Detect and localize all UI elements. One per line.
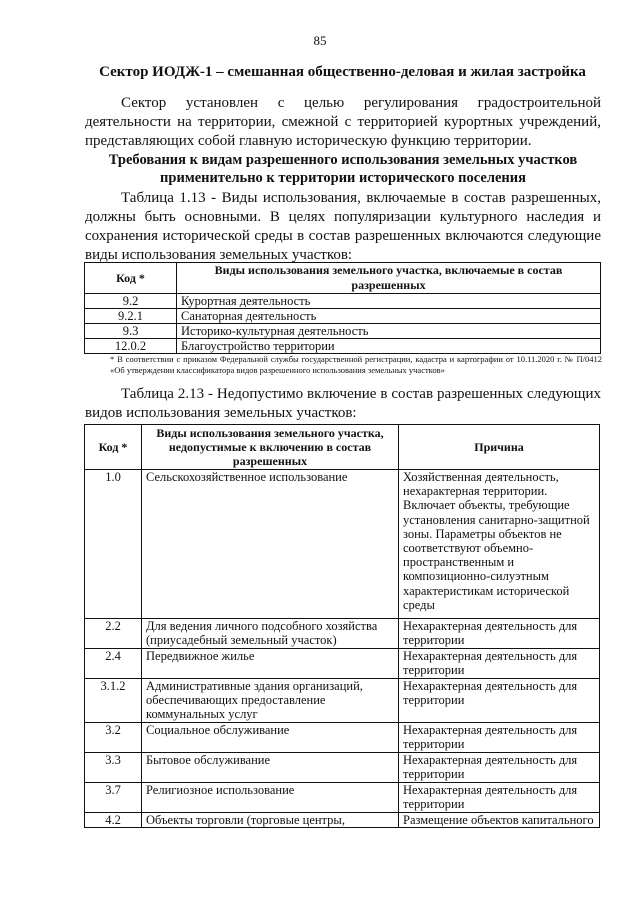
use-cell: Историко-культурная деятельность xyxy=(177,324,601,339)
use-cell: Для ведения личного подсобного хозяйства (приусадебный земельный участок) xyxy=(142,619,399,649)
use-cell: Сельскохозяйственное использование xyxy=(142,470,399,619)
use-cell: Объекты торговли (торговые центры, xyxy=(142,812,399,827)
intro-paragraph: Сектор установлен с целью регулирования градостроительной деятельности на территории, смежной с территорией курортных учреждений, представляющих собой главную историческую функцию территории. xyxy=(85,95,601,149)
code-cell: 12.0.2 xyxy=(85,339,177,354)
reason-cell: Нехарактерная деятельность для территории xyxy=(399,782,600,812)
reason-cell: Нехарактерная деятельность для территории xyxy=(399,619,600,649)
sector-heading: Сектор ИОДЖ-1 – смешанная общественно-деловая и жилая застройка xyxy=(99,64,586,80)
use-cell: Социальное обслуживание xyxy=(142,722,399,752)
table-row xyxy=(85,752,600,782)
reason-cell: Нехарактерная деятельность для территории xyxy=(399,722,600,752)
reason-cell: Нехарактерная деятельность для территории xyxy=(399,649,600,679)
reason-cell: Нехарактерная деятельность для территории xyxy=(399,752,600,782)
use-cell: Благоустройство территории xyxy=(177,339,601,354)
table-row xyxy=(85,309,601,324)
header-code: Код * xyxy=(85,263,177,294)
allowed-uses-table xyxy=(84,262,601,354)
code-cell: 9.3 xyxy=(85,324,177,339)
header-reason: Причина xyxy=(399,425,600,470)
footnote: * В соответствии с приказом Федеральной службы государственной регистрации, кадастра и картографии от 10.11.2020 г. № П/0412 «Об утверждении классификатора видов разрешенного использования земельных участков» xyxy=(110,354,602,375)
table1-intro: Таблица 1.13 - Виды использования, включаемые в состав разрешенных, должны быть основными. В целях популяризации культурного наследия и сохранения исторической среды в состав разрешенных включаются следующие виды использования земельных участков: xyxy=(85,190,601,263)
table2-intro: Таблица 2.13 - Недопустимо включение в состав разрешенных следующих видов использования земельных участков: xyxy=(85,386,601,421)
table-row xyxy=(85,339,601,354)
use-cell: Санаторная деятельность xyxy=(177,309,601,324)
table-header-row xyxy=(85,425,600,470)
code-cell: 9.2 xyxy=(85,294,177,309)
code-cell: 2.4 xyxy=(85,649,142,679)
table-row xyxy=(85,324,601,339)
code-cell: 4.2 xyxy=(85,812,142,827)
code-cell: 3.7 xyxy=(85,782,142,812)
table-row xyxy=(85,619,600,649)
use-cell: Передвижное жилье xyxy=(142,649,399,679)
table-row xyxy=(85,649,600,679)
code-cell: 3.3 xyxy=(85,752,142,782)
table-header-row xyxy=(85,263,601,294)
table-row xyxy=(85,679,600,723)
code-cell: 3.1.2 xyxy=(85,679,142,723)
code-cell: 9.2.1 xyxy=(85,309,177,324)
code-cell: 1.0 xyxy=(85,470,142,619)
use-cell: Административные здания организаций, обеспечивающих предоставление коммунальных услуг xyxy=(142,679,399,723)
header-use: Виды использования земельного участка, недопустимые к включению в состав разрешенных xyxy=(142,425,399,470)
use-cell: Бытовое обслуживание xyxy=(142,752,399,782)
prohibited-uses-table xyxy=(84,424,600,828)
table-row xyxy=(85,782,600,812)
code-cell: 3.2 xyxy=(85,722,142,752)
header-use: Виды использования земельного участка, включаемые в состав разрешенных xyxy=(177,263,601,294)
header-code: Код * xyxy=(85,425,142,470)
reason-cell: Нехарактерная деятельность для территории xyxy=(399,679,600,723)
requirements-heading: Требования к видам разрешенного использования земельных участков применительно к территории исторического поселения xyxy=(108,152,578,186)
table-row xyxy=(85,294,601,309)
use-cell: Курортная деятельность xyxy=(177,294,601,309)
code-cell: 2.2 xyxy=(85,619,142,649)
reason-cell: Хозяйственная деятельность, нехарактерная территории. Включает объекты, требующие установления санитарно-защитной зоны. Параметры объектов не соответствуют объемно-пространственным и композиционно-силуэтным характеристикам исторической среды xyxy=(399,470,600,619)
table-row xyxy=(85,722,600,752)
table-row xyxy=(85,812,600,827)
table-row xyxy=(85,470,600,619)
reason-cell: Размещение объектов капитального xyxy=(399,812,600,827)
use-cell: Религиозное использование xyxy=(142,782,399,812)
page-number: 85 xyxy=(313,33,327,48)
